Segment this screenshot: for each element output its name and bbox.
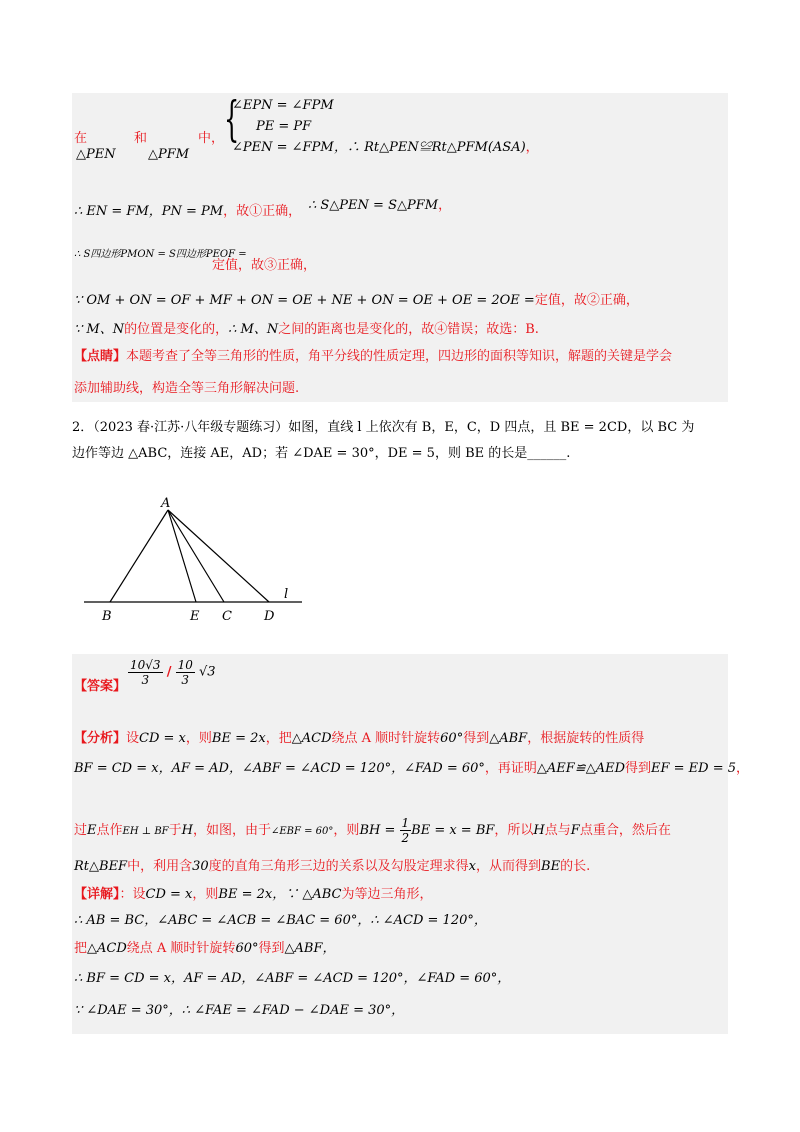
a1-4: 绕点 A 顺时针旋转	[331, 731, 441, 746]
d1-m1: CD = x	[145, 887, 193, 902]
text-correct-2: 定值，故②正确，	[534, 293, 639, 308]
segment-ad	[168, 510, 269, 602]
analysis-line-2	[74, 760, 749, 778]
segment-ac	[168, 510, 224, 602]
eq1: ∠EPN = ∠FPM	[232, 98, 334, 113]
a3-m5a: BH =	[359, 823, 396, 838]
analysis-line-1	[74, 730, 644, 748]
a1-6: ，根据旋转的性质得	[527, 731, 645, 746]
line-mn	[74, 321, 539, 339]
a2-1: ，再证明	[484, 761, 537, 776]
math-en-fm: ∴ EN = FM，PN = PM	[74, 204, 224, 219]
d4-m: ∴ BF = CD = x，AF = AD，∠ABF = ∠ACD = 120°，∠FAD = 60°，	[74, 971, 511, 986]
a3-m2: EH ⊥ BF	[122, 826, 169, 837]
eq2: PE = PF	[256, 119, 312, 134]
a2-m3: EF = ED = 5	[651, 761, 737, 776]
text-wrong-4: 之间的距离也是变化的，故④错误；故选：B.	[278, 322, 539, 337]
a4-m4: BE	[541, 859, 561, 874]
a3-4: ，如图，由于	[192, 823, 271, 838]
a3-5: ，则	[333, 823, 360, 838]
analysis-tag: 【分析】	[74, 731, 127, 746]
eq3: ∠PEN = ∠FPM	[232, 140, 334, 155]
question-text-1: 2．（2023 春·江苏·八年级专题练习）如图，直线 l 上依次有 B，E，C，D 四点，且 BE = 2CD，以 BC 为	[72, 420, 695, 435]
mn2: ∴ M、N	[228, 322, 279, 337]
d3-m3: △ABF，	[284, 941, 336, 956]
d5-m: ∵ ∠DAE = 30°，∴ ∠FAE = ∠FAD − ∠DAE = 30°，	[74, 1003, 405, 1018]
d3-3: 得到	[258, 941, 285, 956]
answer-tag-line	[74, 678, 126, 696]
a3-7: 点与	[544, 823, 571, 838]
a3-3: 于	[168, 823, 182, 838]
geometry-figure	[72, 492, 312, 632]
a1-3: ，把	[265, 731, 292, 746]
system-eq-1	[232, 97, 334, 115]
a4-1: 中，利用含	[127, 859, 193, 874]
math-om-on: ∵ OM + ON = OF + MF + ON = OE + NE + ON = OE + OE = 2OE =	[74, 293, 535, 308]
a1-5: 得到	[463, 731, 490, 746]
a1-m1: CD = x	[139, 731, 186, 746]
d1-1: ：设	[119, 887, 146, 902]
half-num: 1	[401, 816, 410, 830]
question-line-1	[72, 419, 694, 437]
segment-ae	[168, 510, 196, 602]
a3-m5b: BE = x = BF	[411, 823, 495, 838]
frac-den: 3	[141, 673, 150, 687]
label-l: l	[284, 587, 289, 602]
conclusion: ，∴ Rt△PEN≌Rt△PFM(ASA)	[334, 140, 526, 155]
d3-m1: △ACD	[87, 941, 127, 956]
because: ∵	[74, 322, 83, 337]
a3-m4: ∠EBF = 60°	[270, 826, 334, 837]
text-correct-1: ，故①正确，	[223, 204, 302, 219]
comment-line-2	[74, 380, 299, 398]
a3-m6: H	[533, 823, 545, 838]
a2-2: 得到	[625, 761, 652, 776]
analysis-line-4	[74, 858, 590, 876]
question-line-2	[72, 445, 570, 463]
segment-ab	[110, 510, 168, 602]
d1-m2: BE = 2x，∵ △ABC	[218, 887, 342, 902]
alt-num: 10	[177, 658, 193, 672]
detail-tag: 【详解】	[74, 887, 120, 902]
text-he	[134, 130, 147, 148]
a1-1: 设	[126, 731, 140, 746]
comment-tag: 【点睛】	[74, 349, 127, 364]
a3-m3: H	[181, 823, 193, 838]
d3-2: 绕点 A 顺时针旋转	[126, 941, 236, 956]
detail-line-4	[74, 970, 510, 988]
system-eq-3	[232, 139, 334, 157]
a1-m4: 60°	[440, 731, 464, 746]
d1-2: ，则	[192, 887, 219, 902]
math-area: ∴ S△PEN = S△PFM	[308, 198, 439, 213]
line-om-on	[74, 292, 639, 310]
a1-m5: △ABF	[489, 731, 528, 746]
a3-6: ，所以	[494, 823, 534, 838]
frac-num: 10√3	[130, 658, 161, 672]
area-equal	[308, 197, 451, 215]
comment-box-cont	[72, 376, 728, 402]
a4-m1: Rt△BEF	[74, 859, 128, 874]
a4-3: ，从而得到	[476, 859, 542, 874]
a3-m1: E	[87, 823, 97, 838]
half-den: 2	[401, 831, 410, 845]
text-zhong-inner: 中，	[198, 131, 225, 146]
tri-pen-label	[76, 146, 116, 164]
tri-pfm-label	[148, 146, 189, 164]
question-text-2: 边作等边 △ABC，连接 AE，AD；若 ∠DAE = 30°，DE = 5，则 BE 的长是______.	[72, 446, 571, 461]
answer-value	[128, 658, 216, 687]
text-zai: 在	[74, 131, 88, 146]
a3-8: 点重合，然后在	[579, 823, 671, 838]
a2-m2: △AEF≌△AED	[536, 761, 625, 776]
alt-root: √3	[199, 664, 216, 680]
detail-line-3	[74, 940, 335, 958]
label-d: D	[264, 609, 275, 624]
tri-pen: △PEN	[76, 147, 116, 162]
line-en-fm	[74, 203, 301, 221]
half-fraction	[400, 816, 412, 845]
system-eq-2	[256, 118, 311, 136]
comment-text-1: 本题考查了全等三角形的性质，角平分线的性质定理，四边形的面积等知识，解题的关键是学会	[126, 349, 673, 364]
a4-m3: x	[468, 859, 476, 874]
a2-3: ，	[736, 761, 750, 776]
congruence-conclusion	[334, 139, 539, 157]
d3-1: 把	[74, 941, 88, 956]
detail-line-2	[74, 912, 487, 930]
label-e: E	[190, 609, 200, 624]
d2-m: ∴ AB = BC，∠ABC = ∠ACB = ∠BAC = 60°，∴ ∠ACD = 120°，	[74, 913, 487, 928]
detail-line-1	[74, 886, 432, 904]
answer-fraction-alt	[176, 658, 195, 687]
label-c: C	[222, 609, 232, 624]
tri-pfm: △PFM	[148, 147, 190, 162]
solution-continuation-box	[72, 93, 728, 376]
text-zhong	[198, 130, 224, 148]
a4-m2: 30	[192, 859, 209, 874]
analysis-line-3	[74, 816, 671, 845]
d1-3: 为等边三角形，	[341, 887, 433, 902]
text-varying: 的位置是变化的，	[124, 322, 229, 337]
a4-2: 度的直角三角形三边的关系以及勾股定理求得	[208, 859, 469, 874]
comma2: ，	[438, 198, 452, 213]
math-quad: ∴ S四边形PMON = S四边形PEOF =	[74, 249, 247, 260]
a4-4: 的长.	[560, 859, 591, 874]
a1-m2: BE = 2x	[211, 731, 266, 746]
answer-fraction	[128, 658, 163, 687]
a3-1: 过	[74, 823, 88, 838]
label-b: B	[102, 609, 112, 624]
label-a: A	[161, 496, 171, 511]
a3-2: 点作	[96, 823, 123, 838]
d3-m2: 60°	[235, 941, 259, 956]
answer-sep: /	[166, 664, 172, 680]
text-he-inner: 和	[134, 131, 148, 146]
comment-text-2: 添加辅助线，构造全等三角形解决问题.	[74, 381, 300, 396]
comment-line-1	[74, 348, 672, 366]
system-brace: {	[224, 91, 240, 147]
comma: ，	[525, 140, 539, 155]
alt-den: 3	[181, 673, 190, 687]
a1-m3: △ACD	[291, 731, 332, 746]
text-correct-3: 定值，故③正确，	[212, 258, 317, 273]
a2-m1: BF = CD = x，AF = AD，∠ABF = ∠ACD = 120°，∠FAD = 60°	[74, 761, 485, 776]
answer-box	[72, 654, 750, 1034]
text-fixed-3	[212, 257, 316, 275]
detail-line-5	[74, 1002, 404, 1020]
answer-tag: 【答案】	[74, 679, 127, 694]
mn1: M、N	[86, 322, 125, 337]
a3-m7: F	[570, 823, 580, 838]
a1-2: ，则	[185, 731, 212, 746]
